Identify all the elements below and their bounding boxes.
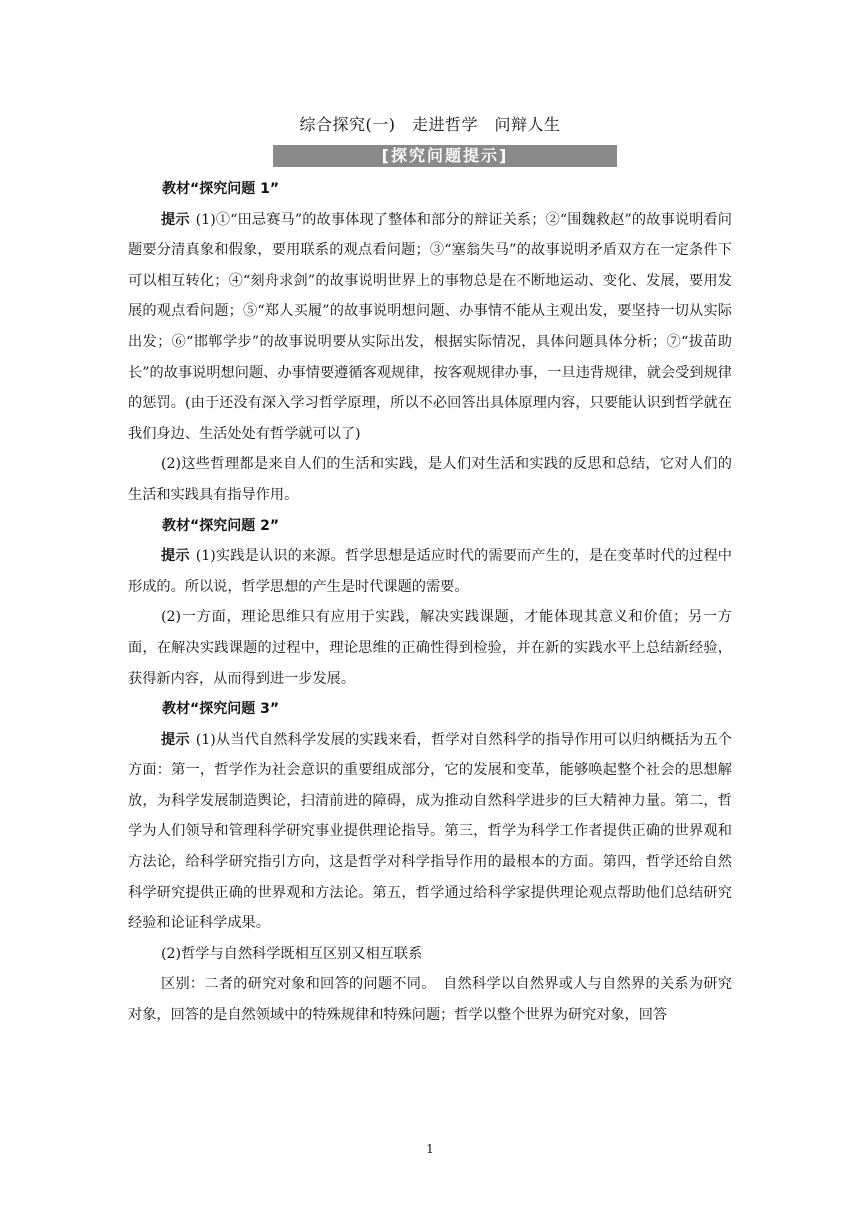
paragraph-2-2: (2)一方面，理论思维只有应用于实践，解决实践课题，才能体现其意义和价值；另一方面，在解决实践课题的过程中，理论思维的正确性得到检验，并在新的实践水平上总结新经验，获得新内容，从而得到进一步发展。 <box>128 609 732 687</box>
paragraph-3-2: (2)哲学与自然科学既相互区别又相互联系 <box>161 945 423 962</box>
paragraph-text: (1)①“田忌赛马”的故事体现了整体和部分的辩证关系；②“围魏救赵”的故事说明看问题要分清真象和假象，要用联系的观点看问题；③“塞翁失马”的故事说明矛盾双方在一定条件下可以相互转化；④“刻舟求剑”的故事说明世界上的事物总是在不断地运动、变化、发展，要用发展的观点看问题；⑤“郑人买履”的故事说明想问题、办事情不能从主观出发，要坚持一切从实际出发；⑥“邯郸学步”的故事说明要从实际出发，根据实际情况，具体问题具体分析；⑦“拔苗助长”的故事说明想问题、办事情要遵循客观规律，按客观规律办事，一旦违背规律，就会受到规律的惩罚。(由于还没有深入学习哲学原理，所以不必回答出具体原理内容，只要能认识到哲学就在我们身边、生活处处有哲学就可以了) <box>128 211 732 442</box>
page-number: 1 <box>426 1142 434 1156</box>
section-heading-1: 教材“探究问题 1” <box>162 181 280 197</box>
section-heading-2: 教材“探究问题 2” <box>162 517 280 534</box>
section-heading-3: 教材“探究问题 3” <box>162 701 280 718</box>
section-banner: [探究问题提示] <box>273 145 617 167</box>
paragraph-text: (1)从当代自然科学发展的实践来看，哲学对自然科学的指导作用可以归纳概括为五个方面：第一，哲学作为社会意识的重要组成部分，它的发展和变革，能够唤起整个社会的思想解放，为科学发展制造舆论，扫清前进的障碍，成为推动自然科学进步的巨大精神力量。第二，哲学为人们领导和管理科学研究事业提供理论指导。第三，哲学为科学工作者提供正确的世界观和方法论，给科学研究指引方向，这是哲学对科学指导作用的最根本的方面。第四，哲学还给自然科学研究提供正确的世界观和方法论。第五，哲学通过给科学家提供理论观点帮助他们总结研究经验和论证科学成果。 <box>128 731 732 932</box>
tip-label: 提示 <box>161 731 190 748</box>
tip-label: 提示 <box>161 548 190 565</box>
paragraph-1-2: (2)这些哲理都是来自人们的生活和实践，是人们对生活和实践的反思和总结，它对人们的生活和实践具有指导作用。 <box>128 456 732 503</box>
paragraph-1-1 <box>128 205 732 450</box>
paragraph-3-1 <box>128 725 732 939</box>
tip-label: 提示 <box>161 211 190 228</box>
paragraph-3-3: 区别：二者的研究对象和回答的问题不同。 自然科学以自然界或人与自然界的关系为研究对象，回答的是自然领域中的特殊规律和特殊问题；哲学以整个世界为研究对象，回答 <box>128 976 732 1024</box>
page-title: 综合探究(一) 走进哲学 问辩人生 <box>299 115 561 134</box>
document-body <box>128 174 732 1031</box>
paragraph-2-1 <box>128 541 732 602</box>
paragraph-text: (1)实践是认识的来源。哲学思想是适应时代的需要而产生的，是在变革时代的过程中形成的。所以说，哲学思想的产生是时代课题的需要。 <box>128 548 732 595</box>
